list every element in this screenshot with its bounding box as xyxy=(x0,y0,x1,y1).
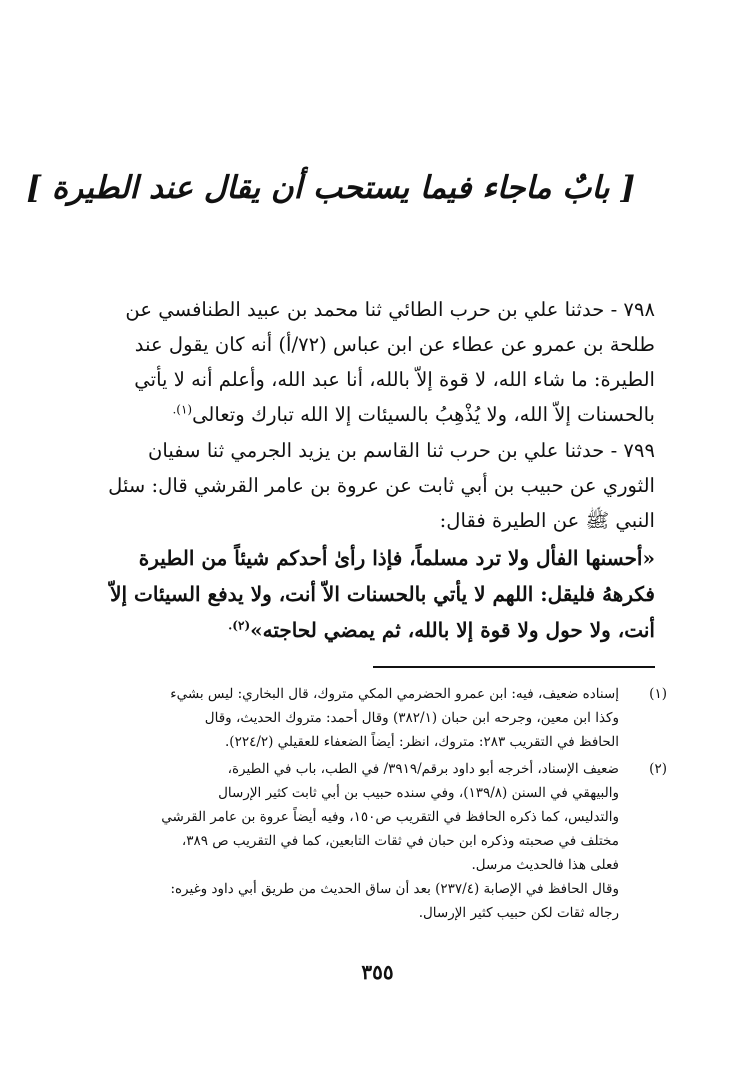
footnote-marker-2[interactable]: (٢). xyxy=(228,618,251,633)
footnote-line: الحافظ في التقريب ٢٨٣: متروك، انظر: أيضاً الضعفاء للعقيلي (٢٢٤/٢). xyxy=(225,734,619,750)
footnote-separator xyxy=(373,666,655,668)
footnote-2-body xyxy=(100,757,619,925)
footnote-1-number: (١) xyxy=(649,686,667,702)
hadith-799-line: ٧٩٩ - حدثنا علي بن حرب ثنا القاسم بن يزيد الجرمي ثنا سفيان xyxy=(147,439,655,462)
footnote-1-body xyxy=(100,682,619,754)
footnote-2 xyxy=(100,757,667,935)
chapter-title: [ بابٌ ماجاء فيما يستحب أن يقال عند الطيرة ] xyxy=(26,170,635,206)
footnote-marker-1[interactable]: (١). xyxy=(172,402,193,417)
hadith-798-line-text: بالحسنات إلاّ الله، ولا يُذْهِبُ بالسيئات إلا الله تبارك وتعالى xyxy=(192,403,655,426)
footnote-line: وكذا ابن معين، وجرحه ابن حبان (٣٨٢/١) وقال أحمد: متروك الحديث، وقال xyxy=(204,710,619,726)
hadith-799-line: النبي ﷺ عن الطيرة فقال: xyxy=(439,509,655,532)
footnote-line: وقال الحافظ في الإصابة (٢٣٧/٤) بعد أن ساق الحديث من طريق أبي داود وغيره: xyxy=(170,881,619,897)
hadith-798-line: ٧٩٨ - حدثنا علي بن حرب الطائي ثنا محمد بن عبيد الطنافسي عن xyxy=(125,298,655,321)
footnote-1 xyxy=(100,682,667,754)
hadith-798-line: طلحة بن عمرو عن عطاء عن ابن عباس (٧٢/أ) أنه كان يقول عند xyxy=(134,333,655,356)
footnote-line: والتدليس، كما ذكره الحافظ في التقريب ص١٥٠، وفيه أيضاً عروة بن عامر القرشي xyxy=(161,809,619,825)
footnote-line: مختلف في صحبته وذكره ابن حبان في ثقات التابعين، كما في التقريب ص ٣٨٩، xyxy=(181,833,619,849)
footnote-line: والبيهقي في السنن (١٣٩/٨)، وفي سنده حبيب بن أبي ثابت كثير الإرسال xyxy=(218,785,619,801)
hadith-799 xyxy=(100,433,655,538)
hadith-798-line xyxy=(100,397,655,432)
footnote-line: فعلى هذا فالحديث مرسل. xyxy=(471,857,619,873)
quote-line-text: أنت، ولا حول ولا قوة إلا بالله، ثم يمضي لحاجته» xyxy=(250,618,655,642)
hadith-798 xyxy=(100,292,655,432)
footnote-line: رجاله ثقات لكن حبيب كثير الإرسال. xyxy=(418,905,619,921)
quote-line: فكرههُ فليقل: اللهم لا يأتي بالحسنات الاّ أنت، ولا يدفع السيئات إلاّ xyxy=(110,582,655,606)
prophetic-quote xyxy=(100,540,655,648)
hadith-798-line: الطيرة: ما شاء الله، لا قوة إلاّ بالله، أنا عبد الله، وأعلم أنه لا يأتي xyxy=(134,368,655,391)
page-number: ٣٥٥ xyxy=(361,960,394,984)
quote-line: «أحسنها الفأل ولا ترد مسلماً، فإذا رأىٰ أحدكم شيئاً من الطيرة xyxy=(138,546,655,570)
footnote-2-number: (٢) xyxy=(649,761,667,777)
footnote-line: ضعيف الإسناد، أخرجه أبو داود برقم/٣٩١٩/ في الطب، باب في الطيرة، xyxy=(227,761,619,777)
hadith-799-line: الثوري عن حبيب بن أبي ثابت عن عروة بن عامر القرشي قال: سئل xyxy=(108,474,655,497)
quote-line xyxy=(100,612,655,648)
footnote-line: إسناده ضعيف، فيه: ابن عمرو الحضرمي المكي متروك، قال البخاري: ليس بشيء xyxy=(170,686,619,702)
